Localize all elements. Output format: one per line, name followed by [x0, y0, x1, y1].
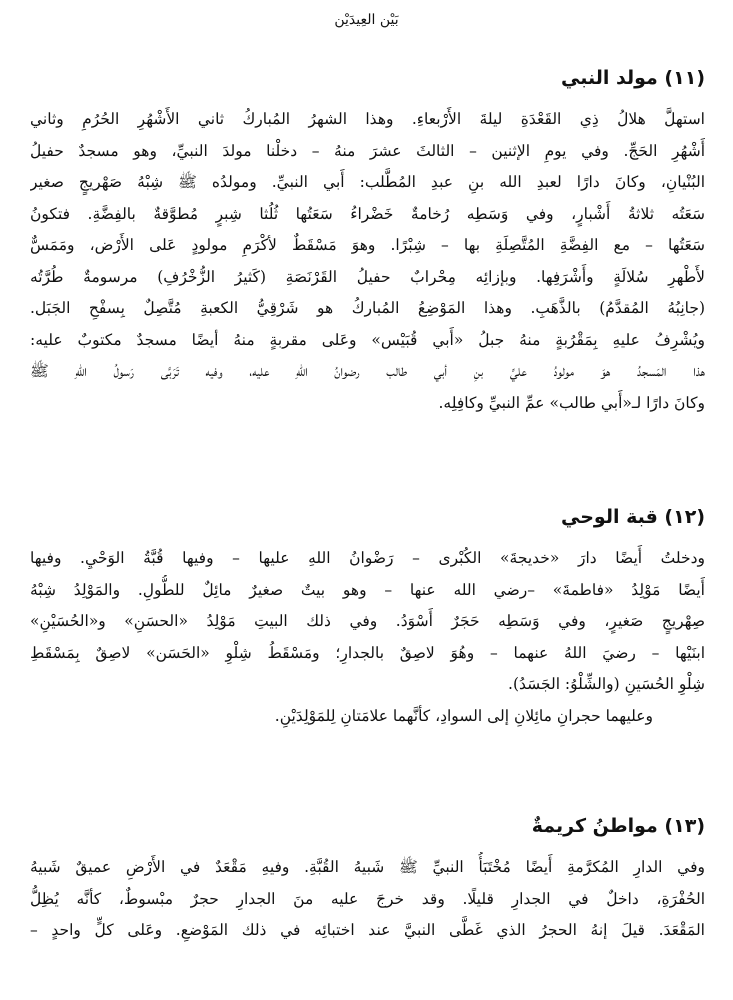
text-line: (جانِبُهُ المُقدَّمُ) بالذَّهَبِ. وهذا المَوْضِعُ المُباركُ هو شَرْقِيُّ الكعبةِ مُتَّصِلٌ بِسفْحِ الجَبَل.: [30, 299, 705, 317]
text-line: ابنَيْها – رضيَ اللهُ عنهما – وهُوَ لاصِقٌ بالجدارِ؛ ومَسْقَطُ شِلْوِ «الحَسَن» لاصِقٌ بِمَسْقَطِ: [30, 643, 705, 662]
text-line: البُنْيانِ، وكانَ دارًا لعبدِ الله بنِ عبدِ المُطَّلب: أَبي النبيِّ. ومولدُه ﷺ شِبْهُ صَهْريجٍ صغير: [30, 173, 705, 191]
running-head: بَيْن العِيدَيْن: [334, 12, 399, 28]
text-line: لأَطْهرِ سُلالَةٍ وأَشْرَفِها. وبإزائِه مِحْرابٌ حفيلُ القَرْنَصَةِ (كَثيرُ الزُّخْرُفِ) مرسومةٌ طُرَّتُه: [30, 267, 705, 286]
paragraph: [30, 852, 705, 947]
paragraph: [30, 543, 705, 701]
text-line: وفي الدارِ المُكرَّمةِ أَيضًا مُخْتَبَأُ النبيِّ ﷺ شَبيهُ القُبَّةِ. وفيهِ مَقْعَدٌ في الأَرْضِ عميقٌ شَبيهُ: [30, 858, 705, 876]
text-line: هذا المَسجدُ هوَ مولودُ عليِّ بنِ أبي طالب رضوانُ اللهِ عليه، وفيه تَرَبَّى رَسولُ اللهِ ﷺ: [30, 362, 705, 380]
section-heading: (١١) مولد النبي: [561, 67, 705, 89]
text-line: شِلْوِ الحُسَينِ (والشِّلْوُ: الجَسَدُ).: [508, 675, 705, 693]
text-line: استهلَّ هلالُ ذِي القَعْدَةِ ليلةَ الأَرْبعاءِ. وهذا الشهرُ المُباركُ ثاني الأَشْهُرِ الحُرُمِ وثاني: [30, 110, 705, 128]
text-line: وعليهما حجرانِ مائِلانِ إلى السوادِ، كأنَّهما علامَتانِ لِلمَوْلِدَيْنِ.: [274, 706, 653, 725]
text-line: أَشْهُرِ الحَجِّ. وفي يومِ الإثنين – الثالثَ عشرَ منهُ – دخلْنا مولدَ النبيِّ، وهو مسجدٌ حفيلُ: [30, 141, 705, 160]
paragraph: [30, 701, 705, 733]
text-line: المَقْعَدَ. قيلَ إنهُ الحجرُ الذي غَطَّى النبيَّ عند اختبائِه في ذلك المَوْضعِ. وعَلى كلٍّ واحدٍ –: [30, 921, 705, 939]
section-11-mawlid-al-nabi: [30, 64, 705, 419]
text-line: الحُفْرَةِ، داخلٌ في الجدارِ قليلًا. وقد خرجَ عليه منَ الجدارِ حجرٌ مبْسوطٌ، كأنَّه يُظِلُّ: [30, 889, 705, 908]
text-line: وكانَ دارًا لـ«أَبي طالب» عمِّ النبيِّ وكافِلِه.: [438, 393, 705, 412]
text-line: سَعَتُها – مع الفِضَّةِ المُتَّصِلَةِ بها – شِبْرًا. وهوَ مَسْقَطٌ لأكْرَمِ مولودٍ عَلى الأَرْض، ومَمَسٌّ: [30, 236, 705, 254]
text-line: سَعَتُه ثلاثةُ أَشْبارٍ، وفي وَسَطِه رُخامةٌ خَضْراءُ سَعَتُها ثُلُثا شِبرٍ مُطوَّقةٌ بالفِضَّةِ. فتكونُ: [30, 204, 705, 223]
text-line: أَيضًا مَوْلِدُ «فاطمةَ» –رضي الله عنها – وهو بيتٌ صغيرٌ مائِلٌ للطُّولِ. والمَوْلِدُ شِبْهُ: [30, 580, 705, 599]
text-line: ودخلتُ أَيضًا دارَ «خديجةَ» الكُبْرى – رَضْوانُ اللهِ عليها – وفيها قُبَّةُ الوَحْيِ. وفيها: [30, 549, 705, 567]
paragraph: [30, 104, 705, 419]
text-line: ويُشْرِفُ عليهِ بِمَقْرُبةٍ منهُ جبلُ «أَبي قُبَيْس» وعَلى مقربةٍ منهُ أيضًا مسجدٌ مكتوبٌ عليه:: [30, 330, 705, 349]
section-12-qubbat-al-wahy: [30, 503, 705, 732]
section-heading: (١٣) مواطنُ كريمةٌ: [531, 815, 705, 837]
section-heading: (١٢) قبة الوحي: [561, 506, 705, 528]
text-line: صِهْريجٍ صَغيرٍ، وفي وَسَطِه حَجَرٌ أَسْوَدُ. وفي ذلك البيتِ مَوْلِدُ «الحسَنِ» و«الحُسَيْنِ»: [30, 612, 705, 630]
section-13-mawatin-karima: [30, 812, 705, 947]
